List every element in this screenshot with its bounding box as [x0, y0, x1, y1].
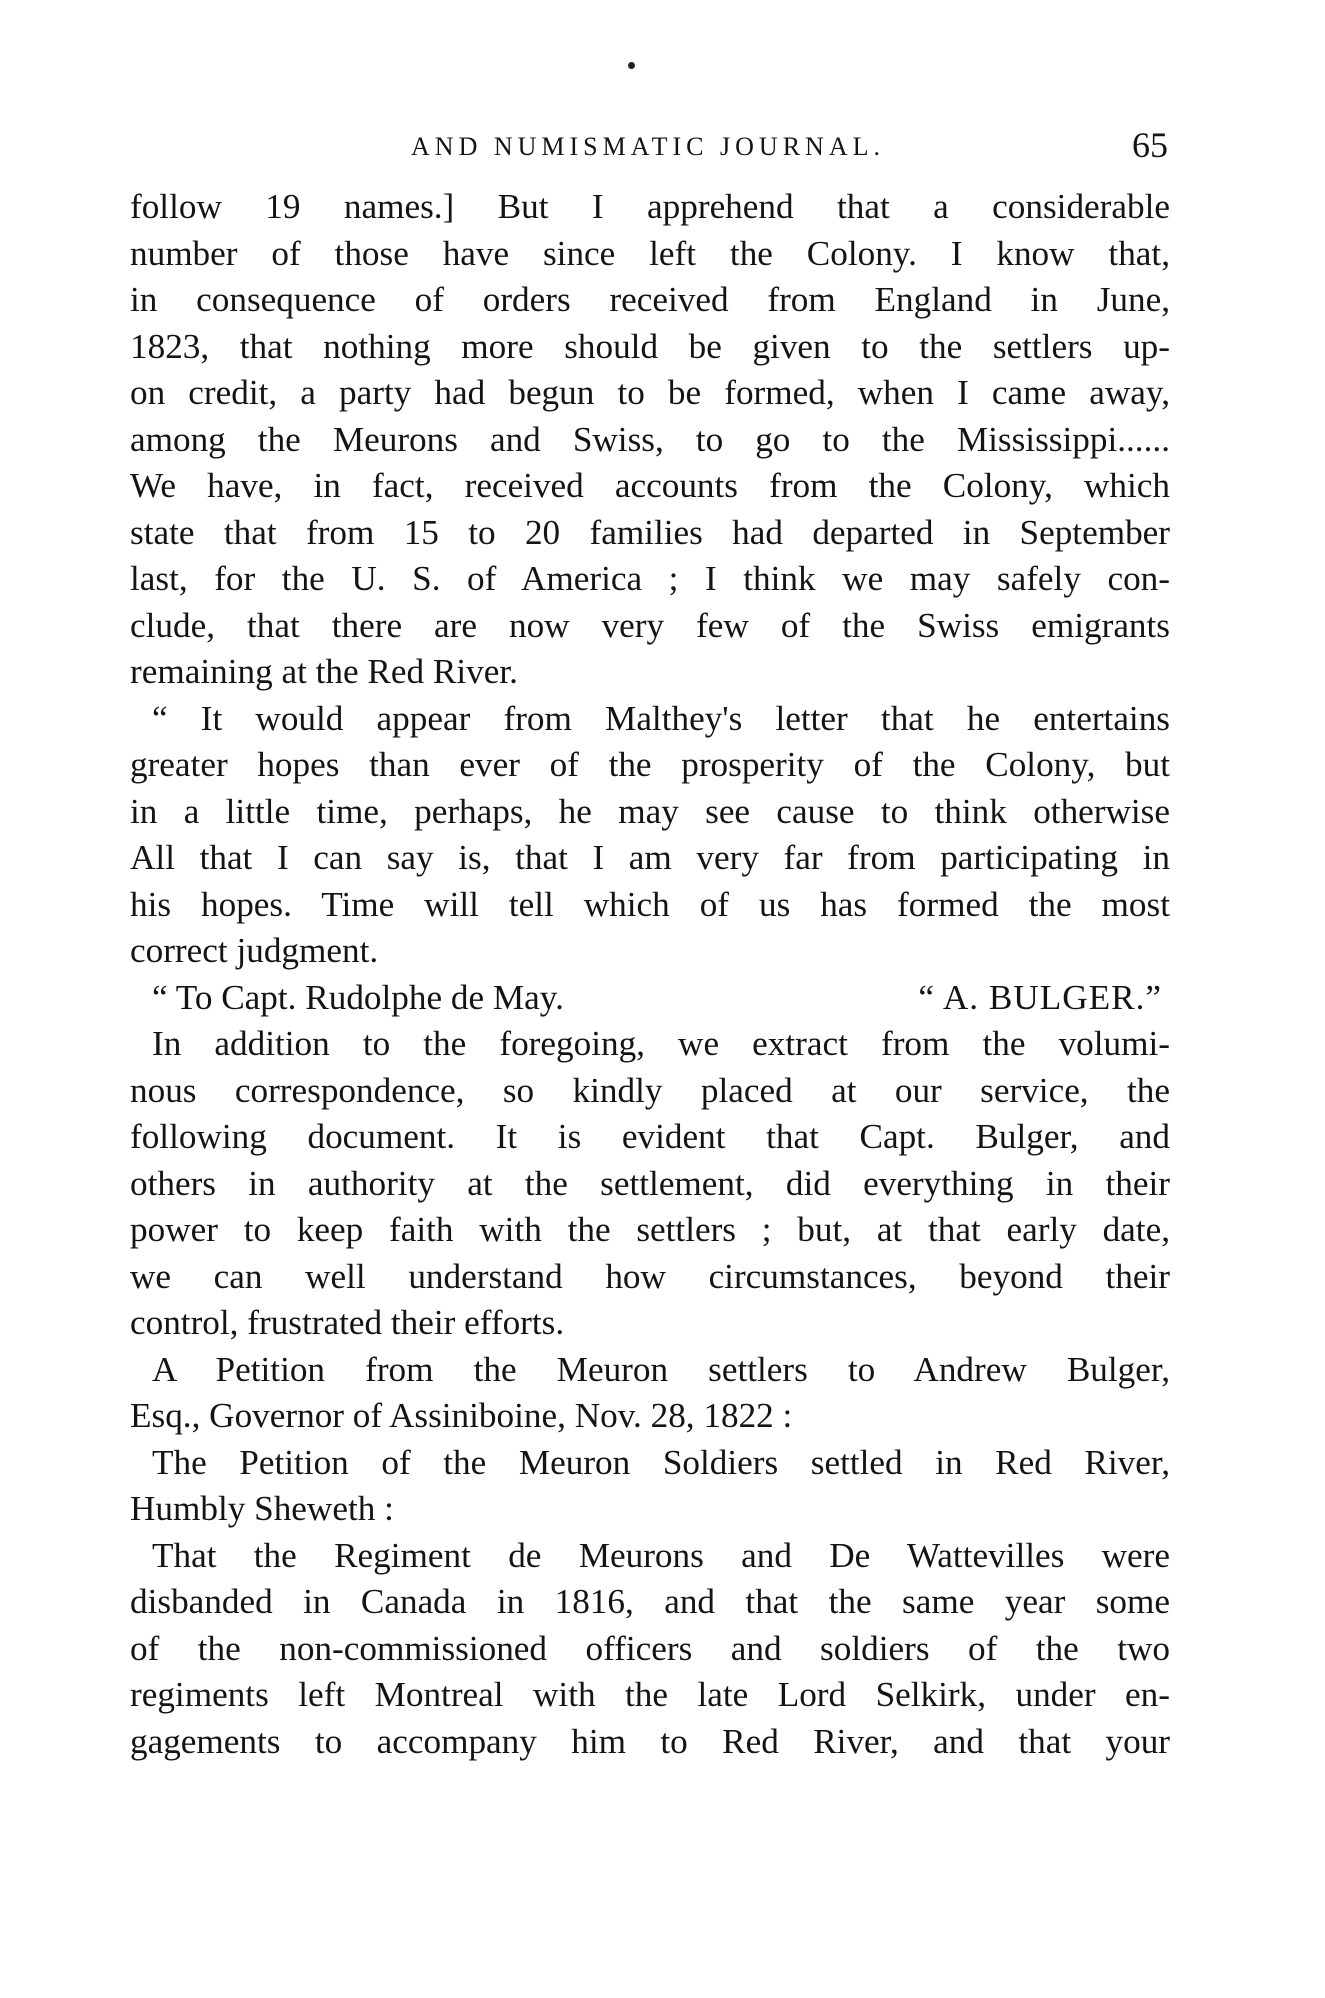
text-line: following document. It is evident that Capt. Bulger, and: [130, 1117, 1170, 1156]
text-line: disbanded in Canada in 1816, and that the same year some: [130, 1582, 1170, 1621]
text-line: in a little time, perhaps, he may see cause to think otherwise: [130, 791, 1170, 831]
text-line: Humbly Sheweth :: [130, 1489, 394, 1528]
text-line: on credit, a party had begun to be formed, when I came away,: [130, 373, 1170, 412]
text-line: his hopes. Time will tell which of us has formed the most: [130, 884, 1170, 924]
text-line: clude, that there are now very few of the Swiss emigrants: [130, 605, 1170, 645]
text-line: In addition to the foregoing, we extract from the volumi-: [152, 1024, 1170, 1063]
text-line: power to keep faith with the settlers ; but, at that early date,: [130, 1210, 1170, 1249]
text-line: state that from 15 to 20 families had departed in September: [130, 512, 1170, 552]
signature-recipient: “ To Capt. Rudolphe de May.: [152, 977, 564, 1017]
body-text: [130, 184, 1170, 1765]
running-head: AND NUMISMATIC JOURNAL.: [411, 132, 885, 161]
page-header: [128, 124, 1168, 170]
text-line: All that I can say is, that I am very far from participating in: [130, 838, 1170, 877]
text-line: A Petition from the Meuron settlers to Andrew Bulger,: [152, 1349, 1170, 1389]
text-line: others in authority at the settlement, did everything in their: [130, 1163, 1170, 1203]
text-line: among the Meurons and Swiss, to go to the Mississippi......: [130, 419, 1170, 459]
text-line: follow 19 names.] But I apprehend that a considerable: [130, 187, 1170, 226]
text-line: of the non-commissioned officers and soldiers of the two: [130, 1628, 1170, 1668]
text-line: number of those have since left the Colony. I know that,: [130, 233, 1170, 273]
text-line: last, for the U. S. of America ; I think we may safely con-: [130, 559, 1170, 598]
signature-author: “ A. BULGER.”: [918, 977, 1162, 1017]
text-line: “ It would appear from Malthey's letter that he entertains: [152, 698, 1170, 738]
text-line: gagements to accompany him to Red River, and that your: [130, 1721, 1170, 1761]
text-line: remaining at the Red River.: [130, 652, 518, 691]
text-line: correct judgment.: [130, 931, 379, 970]
stray-dot: [628, 62, 635, 69]
text-line: That the Regiment de Meurons and De Wattevilles were: [152, 1535, 1170, 1575]
text-line: greater hopes than ever of the prosperity of the Colony, but: [130, 745, 1170, 784]
text-line: We have, in fact, received accounts from the Colony, which: [130, 466, 1170, 505]
text-line: Esq., Governor of Assiniboine, Nov. 28, 1822 :: [130, 1396, 793, 1435]
text-line: The Petition of the Meuron Soldiers settled in Red River,: [152, 1442, 1170, 1482]
text-line: control, frustrated their efforts.: [130, 1303, 565, 1342]
text-line: regiments left Montreal with the late Lord Selkirk, under en-: [130, 1675, 1170, 1714]
text-line: nous correspondence, so kindly placed at our service, the: [130, 1070, 1170, 1110]
text-line: we can well understand how circumstances, beyond their: [130, 1256, 1170, 1296]
text-line: 1823, that nothing more should be given to the settlers up-: [130, 326, 1170, 366]
page-number: 65: [1132, 125, 1168, 165]
text-line: in consequence of orders received from England in June,: [130, 280, 1170, 319]
signature-line: [130, 975, 1170, 1022]
